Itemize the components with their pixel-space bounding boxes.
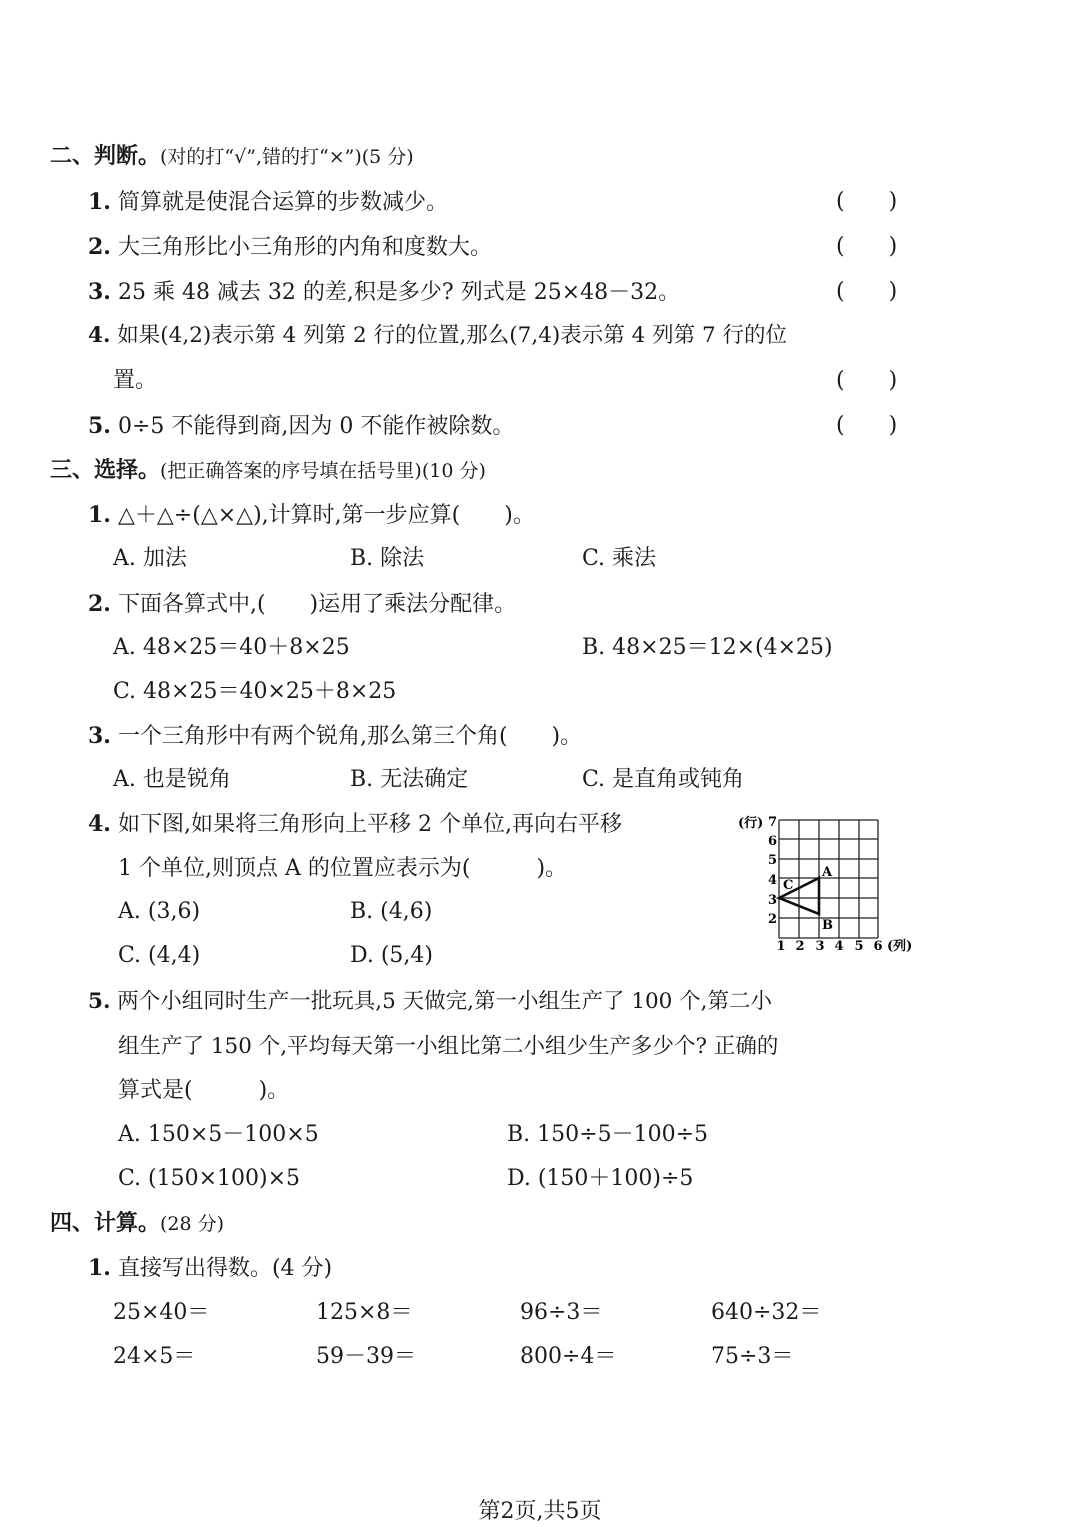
column-axis-label: (列) — [887, 939, 913, 954]
x-tick: 4 — [834, 939, 844, 954]
choice-question-4-line-2: 1 个单位,则顶点 A 的位置应表示为( )。 — [118, 856, 568, 881]
vertex-label-b: B — [822, 918, 833, 933]
option-c[interactable]: C. 48×25＝40×25＋8×25 — [113, 679, 397, 704]
section-note: (对的打“√”,错的打“×”)(5 分) — [160, 146, 414, 168]
judge-item-1: 1. 简算就是使混合运算的步数减少。 — [88, 189, 448, 215]
option-d[interactable]: D. (5,4) — [350, 943, 433, 968]
row-axis-label: (行) — [738, 816, 764, 831]
vertex-label-c: C — [783, 878, 794, 893]
option-c[interactable]: C. (150×100)×5 — [118, 1166, 301, 1191]
calc-problem[interactable]: 25×40＝ — [113, 1300, 210, 1325]
choice-question-5: 5. 两个小组同时生产一批玩具,5 天做完,第一小组生产了 100 个,第二小 — [88, 989, 773, 1014]
x-tick: 1 — [776, 939, 786, 954]
y-tick: 2 — [767, 912, 777, 927]
section-note: (把正确答案的序号填在括号里)(10 分) — [160, 460, 486, 482]
answer-blank[interactable]: ( ) — [836, 234, 898, 259]
option-a[interactable]: A. 也是锐角 — [113, 767, 231, 792]
choice-question-5-line-3: 算式是( )。 — [118, 1078, 290, 1103]
calc-problem[interactable]: 96÷3＝ — [520, 1300, 603, 1325]
choice-question-5-line-2: 组生产了 150 个,平均每天第一小组比第二小组少生产多少个? 正确的 — [118, 1034, 779, 1059]
section-2-heading — [50, 142, 414, 171]
page-footer: 第2页,共5页 — [478, 1499, 602, 1524]
option-b[interactable]: B. 48×25＝12×(4×25) — [582, 635, 833, 660]
section-title: 四、计算。 — [50, 1210, 161, 1236]
choice-question-1: 1. △＋△÷(△×△),计算时,第一步应算( )。 — [88, 502, 535, 528]
calc-problem[interactable]: 640÷32＝ — [711, 1300, 822, 1325]
section-title: 三、选择。 — [50, 457, 161, 483]
option-c[interactable]: C. (4,4) — [118, 943, 201, 968]
choice-question-3: 3. 一个三角形中有两个锐角,那么第三个角( )。 — [88, 723, 583, 749]
judge-item-5: 5. 0÷5 不能得到商,因为 0 不能作被除数。 — [88, 413, 515, 439]
choice-question-4: 4. 如下图,如果将三角形向上平移 2 个单位,再向右平移 — [88, 811, 622, 837]
judge-item-4-continued: 置。 — [113, 368, 158, 393]
x-tick: 5 — [854, 939, 864, 954]
coordinate-grid-figure — [735, 810, 920, 955]
calc-problem[interactable]: 800÷4＝ — [520, 1344, 617, 1369]
judge-item-2: 2. 大三角形比小三角形的内角和度数大。 — [88, 234, 492, 260]
calc-problem[interactable]: 75÷3＝ — [711, 1344, 794, 1369]
option-b[interactable]: B. 无法确定 — [350, 767, 469, 792]
answer-blank[interactable]: ( ) — [836, 413, 898, 438]
section-title: 二、判断。 — [50, 143, 161, 169]
option-a[interactable]: A. 加法 — [113, 546, 187, 571]
calc-subsection-1: 1. 直接写出得数。(4 分) — [88, 1255, 333, 1281]
option-a[interactable]: A. 150×5－100×5 — [118, 1122, 319, 1147]
option-b[interactable]: B. 150÷5－100÷5 — [507, 1122, 708, 1147]
option-a[interactable]: A. 48×25＝40＋8×25 — [113, 635, 350, 660]
x-tick: 6 — [873, 939, 883, 954]
vertex-label-a: A — [822, 865, 833, 880]
x-tick: 3 — [815, 939, 825, 954]
answer-blank[interactable]: ( ) — [836, 279, 898, 304]
answer-blank[interactable]: ( ) — [836, 189, 898, 214]
y-tick: 7 — [767, 815, 777, 830]
choice-question-2: 2. 下面各算式中,( )运用了乘法分配律。 — [88, 591, 517, 617]
y-tick: 3 — [767, 893, 777, 908]
calc-problem[interactable]: 125×8＝ — [316, 1300, 413, 1325]
option-b[interactable]: B. 除法 — [350, 546, 425, 571]
option-b[interactable]: B. (4,6) — [350, 899, 433, 924]
option-a[interactable]: A. (3,6) — [118, 899, 201, 924]
section-4-heading — [50, 1209, 224, 1238]
calc-problem[interactable]: 24×5＝ — [113, 1344, 196, 1369]
y-tick: 5 — [767, 853, 777, 868]
option-c[interactable]: C. 是直角或钝角 — [582, 767, 745, 792]
section-3-heading — [50, 456, 486, 485]
y-tick: 4 — [767, 873, 777, 888]
judge-item-4: 4. 如果(4,2)表示第 4 列第 2 行的位置,那么(7,4)表示第 4 列第 7 行的位 — [88, 323, 787, 348]
answer-blank[interactable]: ( ) — [836, 368, 898, 393]
calc-problem[interactable]: 59－39＝ — [316, 1344, 416, 1369]
judge-item-3: 3. 25 乘 48 减去 32 的差,积是多少? 列式是 25×48－32。 — [88, 279, 681, 305]
y-tick: 6 — [767, 834, 777, 849]
section-note: (28 分) — [160, 1213, 225, 1235]
option-d[interactable]: D. (150＋100)÷5 — [507, 1166, 694, 1191]
option-c[interactable]: C. 乘法 — [582, 546, 657, 571]
x-tick: 2 — [795, 939, 805, 954]
